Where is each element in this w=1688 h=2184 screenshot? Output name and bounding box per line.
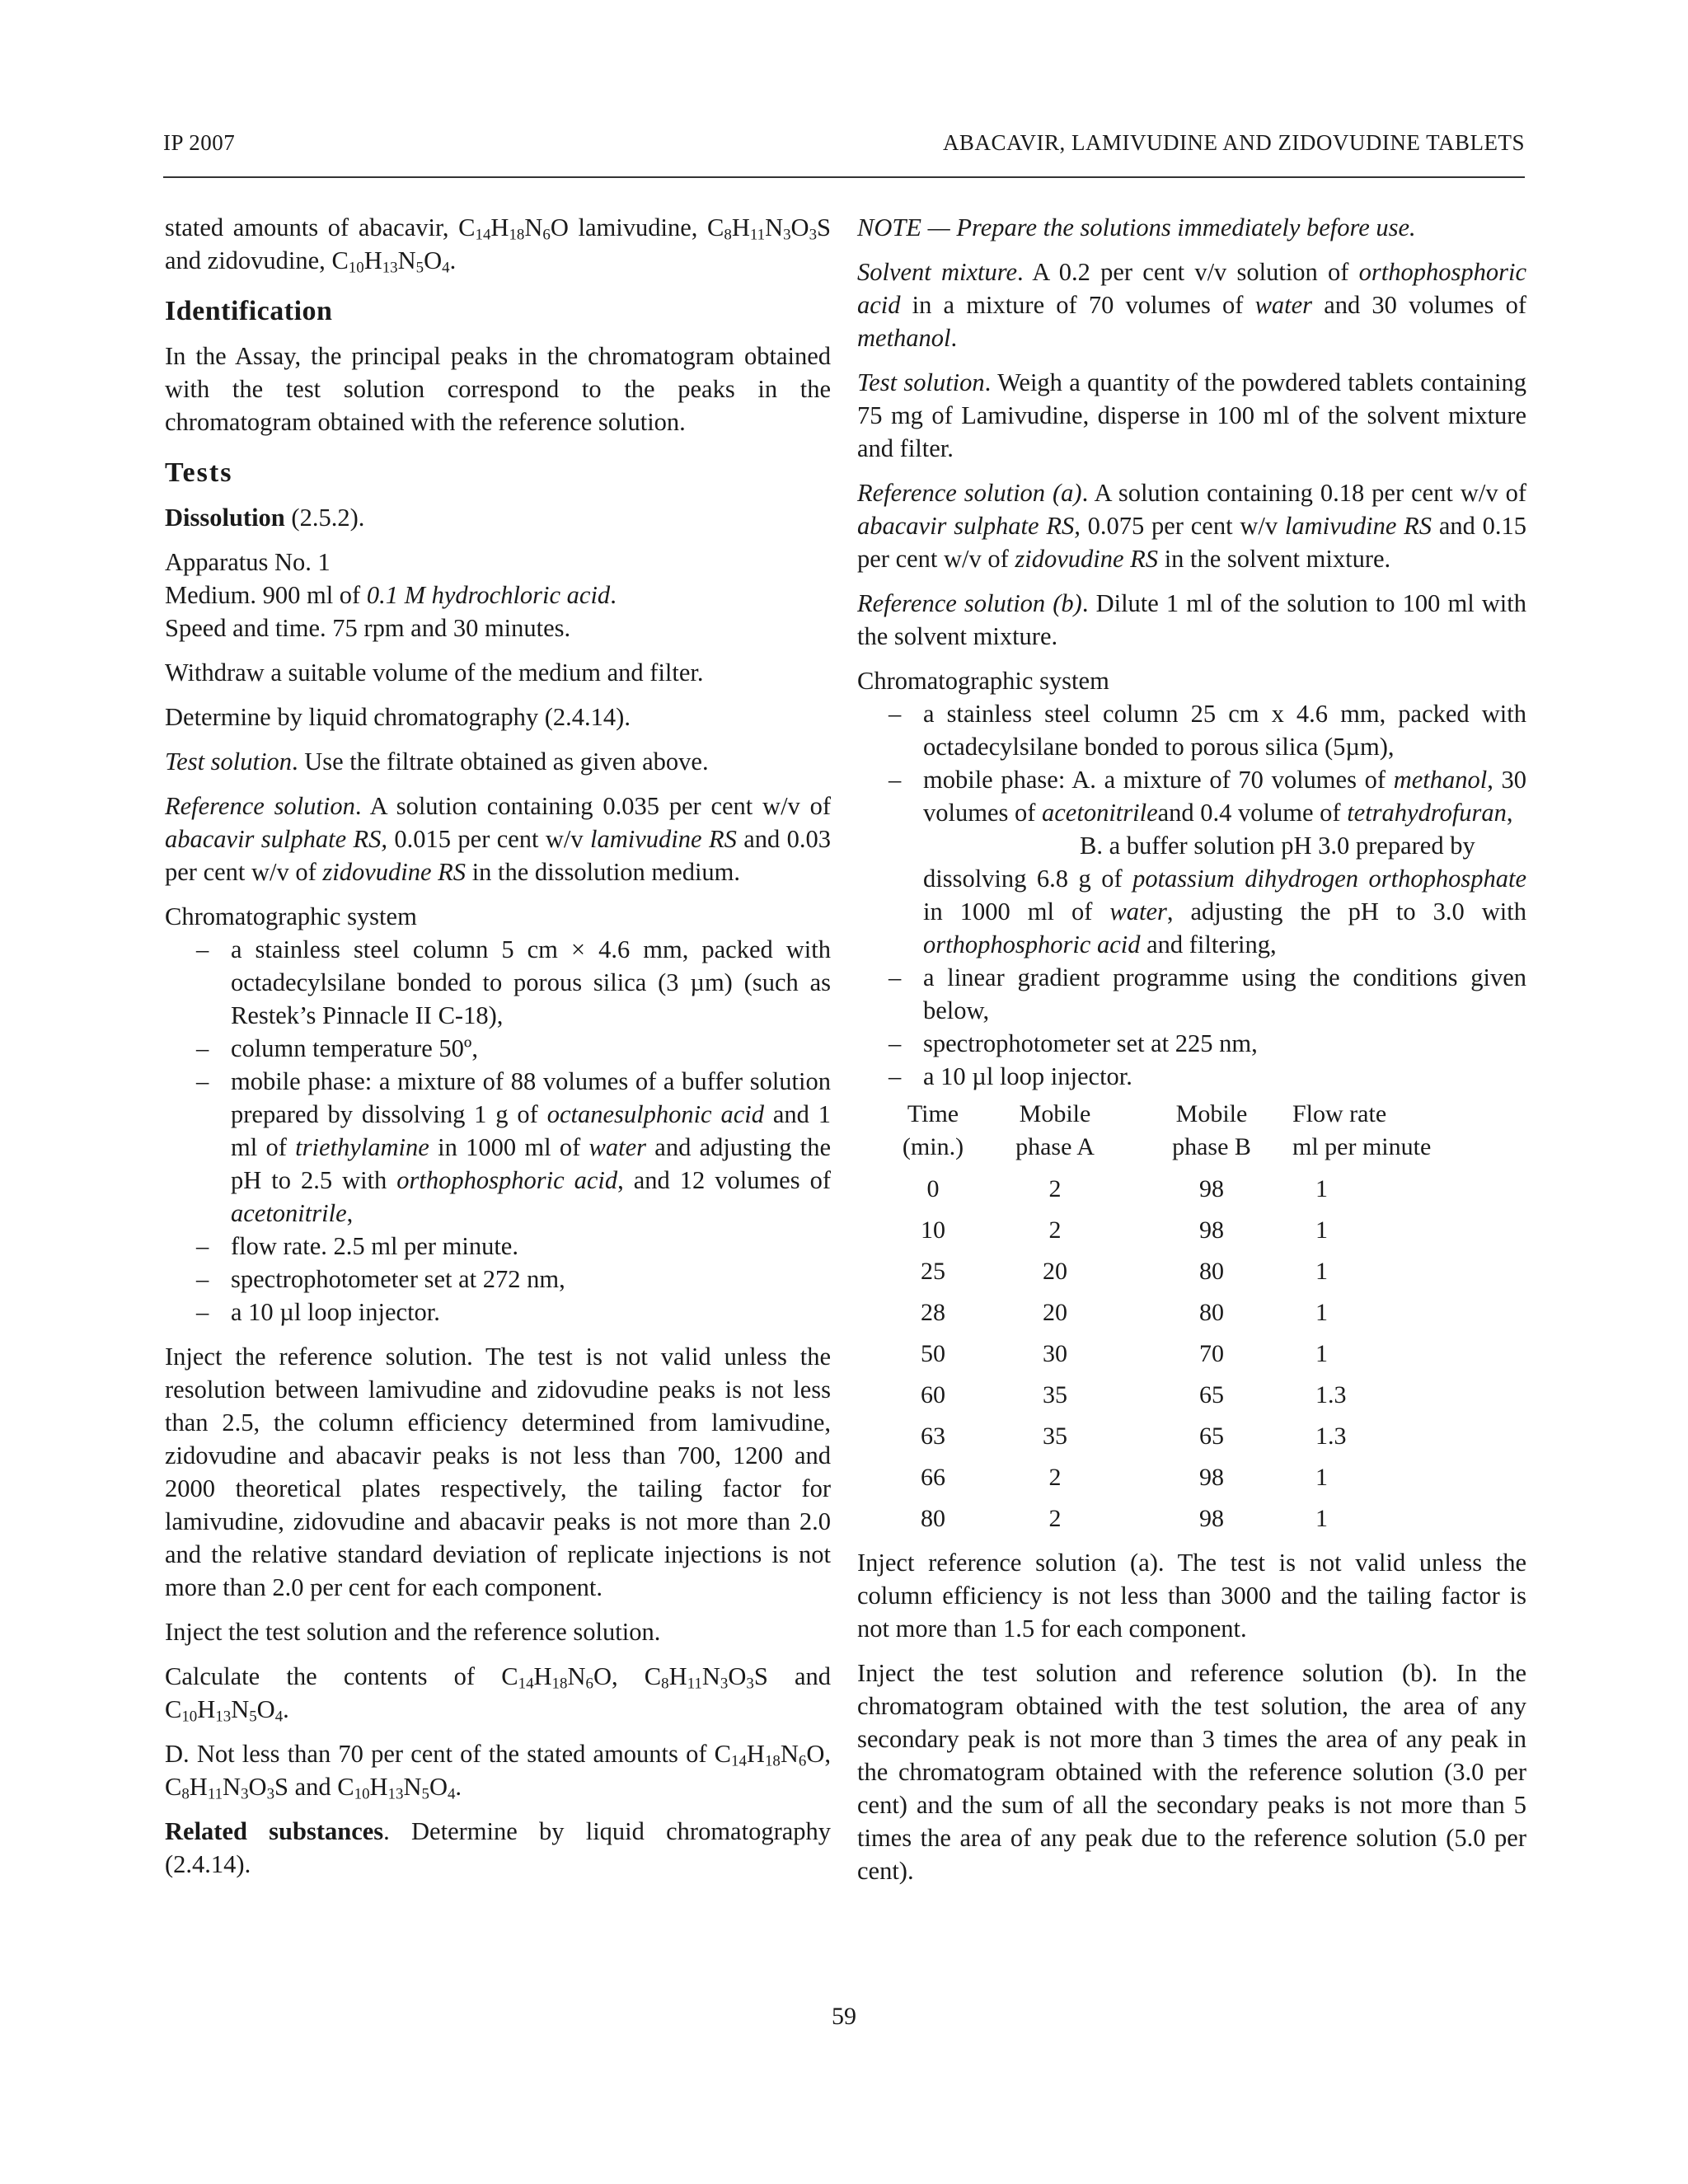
table-cell: 65 (1199, 1422, 1224, 1450)
table-cell: 98 (1199, 1216, 1224, 1244)
table-cell: 50 (921, 1340, 945, 1367)
list-item: – a 10 µl loop injector. (857, 1060, 1526, 1093)
table-cell: 98 (1199, 1505, 1224, 1532)
table-cell: 60 (921, 1381, 945, 1408)
table-row (887, 1169, 1482, 1210)
table-cell: 20 (1043, 1299, 1067, 1326)
table-cell: 2 (1048, 1175, 1062, 1202)
list-item: – mobile phase: a mixture of 88 volumes of a buffer solution prepared by dissolving 1 g of octanesulphonic acid and 1 ml of triethylamine in 1000 ml of water and adjusting the pH to 2.5 with orthophosphoric acid, and 12 volumes of acetonitrile, (165, 1065, 831, 1230)
table-cell: 65 (1199, 1381, 1224, 1408)
table-cell: 1 (1315, 1340, 1328, 1367)
gradient-table-body (887, 1169, 1482, 1540)
table-cell: 80 (1199, 1299, 1224, 1326)
table-cell: 98 (1199, 1175, 1224, 1202)
left-column (165, 211, 831, 1892)
solvent-mixture-paragraph: Solvent mixture. A 0.2 per cent v/v solution of orthophosphoric acid in a mixture of 70 volumes of water and 30 volumes of methanol. (857, 258, 1527, 352)
note-line: NOTE — Prepare the solutions immediately before use. (857, 213, 1416, 241)
tests-heading: Tests (165, 457, 233, 488)
list-item: – spectrophotometer set at 225 nm, (857, 1027, 1526, 1060)
right-column (857, 211, 1526, 1899)
list-item: – flow rate. 2.5 ml per minute. (165, 1230, 831, 1263)
inject-reference-paragraph: Inject the reference solution. The test is not valid unless the resolution between lamivudine and zidovudine peaks is not less than 2.5, the column efficiency determined from lamivudine, zidovudine and abacavir peaks is not less than 700, 1200 and 2000 theoretical plates respectively, the tailing factor for lamivudine, zidovudine and abacavir peaks is not more than 2.0 and the relative standard deviation of replicate injections is not more than 2.0 per cent for each component. (165, 1343, 831, 1601)
page-number: 59 (832, 2003, 856, 2030)
column-header-flow-rate: Flow rate ml per minute (1292, 1100, 1432, 1160)
list-item: – mobile phase: A. a mixture of 70 volumes of methanol, 30 volumes of acetonitrileand 0.4 volume of tetrahydrofuran, (857, 763, 1526, 829)
running-header-right: ABACAVIR, LAMIVUDINE AND ZIDOVUDINE TABLETS (942, 130, 1525, 155)
dissolution-line: Dissolution (2.5.2). (165, 504, 365, 532)
table-cell: 30 (1043, 1340, 1067, 1367)
table-row (887, 1457, 1482, 1498)
speed-line: Speed and time. 75 rpm and 30 minutes. (165, 614, 571, 642)
test-solution-paragraph: Test solution. Weigh a quantity of the powdered tablets containing 75 mg of Lamivudine, disperse in 100 ml of the solvent mixture and filter. (857, 368, 1526, 462)
table-row (887, 1333, 1482, 1375)
table-row (887, 1251, 1482, 1292)
table-cell: 28 (921, 1299, 945, 1326)
identification-text: In the Assay, the principal peaks in the chromatogram obtained with the test solution correspond to the peaks in the chromatogram obtained with the reference solution. (165, 342, 831, 436)
calculate-paragraph: Calculate the contents of $C_{14}H_{18}N_6O$, $C_8H_{11}N_3O_3S$ and $C_{10}H_{13}N_5O_4$. (165, 1662, 832, 1726)
medium-line: Medium. 900 ml of 0.1 M hydrochloric acid. (165, 581, 617, 609)
table-cell: 1.3 (1315, 1381, 1347, 1408)
table-cell: 1 (1315, 1464, 1328, 1491)
table-cell: 1 (1315, 1216, 1328, 1244)
withdraw-line: Withdraw a suitable volume of the medium and filter. (165, 658, 704, 687)
table-cell: 35 (1043, 1422, 1067, 1450)
table-cell: 35 (1043, 1381, 1067, 1408)
column-header-phase-a: Mobile phase A (1015, 1100, 1095, 1160)
related-substances-paragraph: Related substances. Determine by liquid chromatography (2.4.14). (165, 1817, 832, 1878)
inject-test-paragraph: Inject the test solution and reference solution (b). In the chromatogram obtained with the test solution, the area of any secondary peak is not more than 3 times the area of any peak in the chromatogram obtained with the reference solution (3.0 per cent) and the sum of all the secondary peaks is not more than 5 times the area of any peak due to the reference solution (5.0 per cent). (857, 1659, 1526, 1885)
chromatographic-system-label: Chromatographic system (165, 902, 417, 930)
table-cell: 10 (921, 1216, 945, 1244)
table-cell: 63 (921, 1422, 945, 1450)
table-cell: 66 (921, 1464, 945, 1491)
table-cell: 25 (921, 1258, 945, 1285)
table-cell: 2 (1048, 1216, 1062, 1244)
table-row (887, 1375, 1482, 1416)
running-header-left: IP 2007 (163, 130, 236, 155)
list-item: – a linear gradient programme using the conditions given below, (857, 961, 1526, 1027)
table-cell: 20 (1043, 1258, 1067, 1285)
chromatographic-system-label: Chromatographic system (857, 667, 1109, 695)
column-header-phase-b: Mobile phase B (1172, 1100, 1251, 1160)
table-cell: 1 (1315, 1175, 1328, 1202)
chromatographic-system-list (165, 933, 831, 1329)
list-item: – spectrophotometer set at 272 nm, (165, 1263, 831, 1296)
reference-solution-a-paragraph: Reference solution (a). A solution containing 0.18 per cent w/v of abacavir sulphate RS, 0.075 per cent w/v lamivudine RS and 0.15 per cent w/v of zidovudine RS in the solvent mixture. (857, 479, 1527, 573)
identification-heading: Identification (165, 296, 333, 326)
list-item: – a stainless steel column 5 cm × 4.6 mm, packed with octadecylsilane bonded to porous silica (3 µm) (such as Restek’s Pinnacle II C-18), (165, 933, 831, 1032)
table-row (887, 1292, 1482, 1333)
chromatographic-system-list (857, 697, 1526, 829)
table-cell: 1 (1315, 1505, 1328, 1532)
table-row (887, 1498, 1482, 1540)
table-cell: 80 (1199, 1258, 1224, 1285)
table-cell: 98 (1199, 1464, 1224, 1491)
list-item: – a stainless steel column 25 cm x 4.6 mm, packed with octadecylsilane bonded to porous silica (5µm), (857, 697, 1526, 763)
table-cell: 80 (921, 1505, 945, 1532)
reference-solution-paragraph: Reference solution. A solution containing 0.035 per cent w/v of abacavir sulphate RS, 0.015 per cent w/v lamivudine RS and 0.03 per cent w/v of zidovudine RS in the dissolution medium. (165, 792, 831, 886)
list-item: – a 10 µl loop injector. (165, 1296, 831, 1329)
column-header-time: Time (min.) (902, 1100, 964, 1160)
list-item: – column temperature 50º, (165, 1032, 831, 1065)
table-cell: 1 (1315, 1299, 1328, 1326)
determine-line: Determine by liquid chromatography (2.4.14). (165, 703, 631, 731)
chromatographic-system-list-continued (857, 961, 1526, 1093)
table-cell: 2 (1048, 1505, 1062, 1532)
inject-test-paragraph: Inject the test solution and the reference solution. (165, 1618, 661, 1646)
table-cell: 0 (926, 1175, 940, 1202)
table-row (887, 1210, 1482, 1251)
mobile-phase-b-text: B. a buffer solution pH 3.0 prepared by dissolving 6.8 g of potassium dihydrogen orthophosphate in 1000 ml of water, adjusting the pH to 3.0 with orthophosphoric acid and filtering, (923, 832, 1526, 958)
apparatus-line: Apparatus No. 1 (165, 548, 331, 576)
table-header-row (887, 1098, 1482, 1169)
table-row (887, 1416, 1482, 1457)
gradient-table (887, 1098, 1482, 1540)
table-cell: 1 (1315, 1258, 1328, 1285)
header-rule (163, 176, 1525, 178)
table-cell: 1.3 (1315, 1422, 1347, 1450)
reference-solution-b-paragraph: Reference solution (b). Dilute 1 ml of the solution to 100 ml with the solvent mixture. (857, 589, 1526, 650)
table-cell: 2 (1048, 1464, 1062, 1491)
test-solution-paragraph: Test solution. Use the filtrate obtained as given above. (165, 748, 709, 776)
inject-reference-a-paragraph: Inject reference solution (a). The test is not valid unless the column efficiency is not less than 3000 and the tailing factor is not more than 1.5 for each component. (857, 1549, 1526, 1643)
intro-paragraph: stated amounts of abacavir, $C_{14}H_{18}N_6O$ lamivudine, $C_8H_{11}N_3O_3S$ and zidovudine, $C_{10}H_{13}N_5O_4$. (165, 213, 831, 277)
table-cell: 70 (1199, 1340, 1224, 1367)
criterion-d-paragraph: D. Not less than 70 per cent of the stated amounts of $C_{14}H_{18}N_6O$, $C_8H_{11}N_3O_3S$ and $C_{10}H_{13}N_5O_4$. (165, 1740, 831, 1803)
